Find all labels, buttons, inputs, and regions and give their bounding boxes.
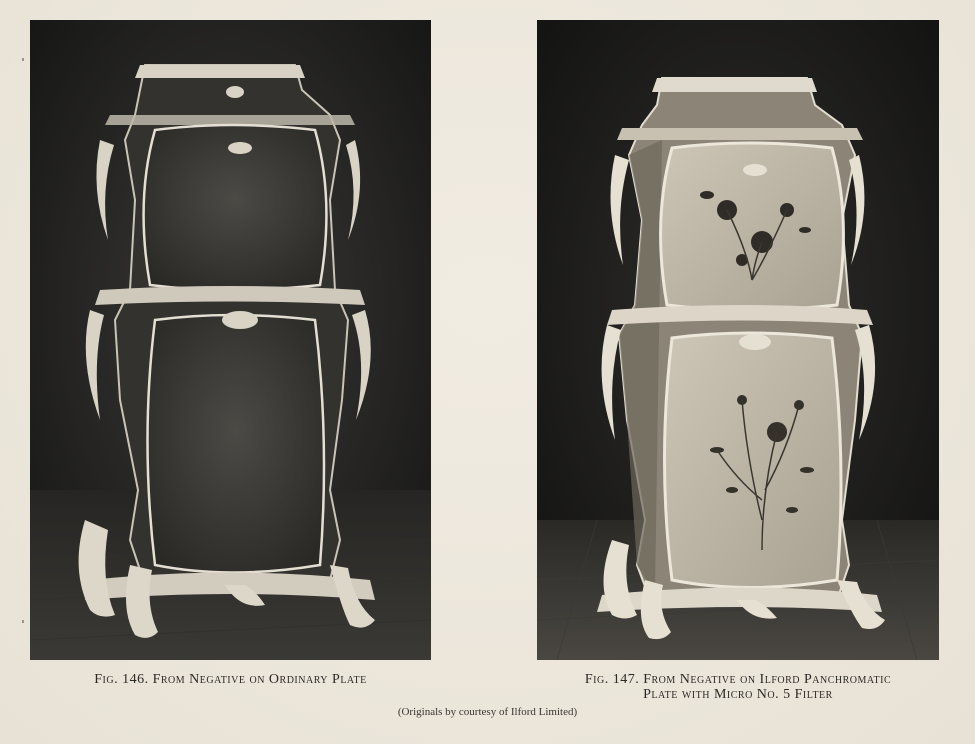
figure-146-caption bbox=[30, 672, 431, 687]
photo-credit: (Originals by courtesy of Ilford Limited) bbox=[397, 706, 578, 718]
figure-147-caption bbox=[537, 672, 939, 702]
figure-147-caption-line1 bbox=[537, 672, 939, 687]
figure-147-caption-text: From Negative on Ilford Panchromatic bbox=[643, 672, 892, 687]
figure-147-photo bbox=[537, 20, 939, 660]
figure-146-number: Fig. 146. bbox=[94, 672, 149, 687]
figure-146-photo bbox=[30, 20, 431, 660]
figure-147-caption-line2: Plate with Micro No. 5 Filter bbox=[643, 687, 833, 702]
figure-146-caption-text: From Negative on Ordinary Plate bbox=[152, 672, 367, 687]
cabinet-ordinary-plate-image bbox=[30, 20, 431, 660]
page-edge-mark bbox=[22, 620, 24, 623]
figure-147-number: Fig. 147. bbox=[584, 672, 640, 687]
cabinet-panchromatic-plate-image bbox=[537, 20, 939, 660]
page-edge-mark bbox=[22, 58, 24, 61]
